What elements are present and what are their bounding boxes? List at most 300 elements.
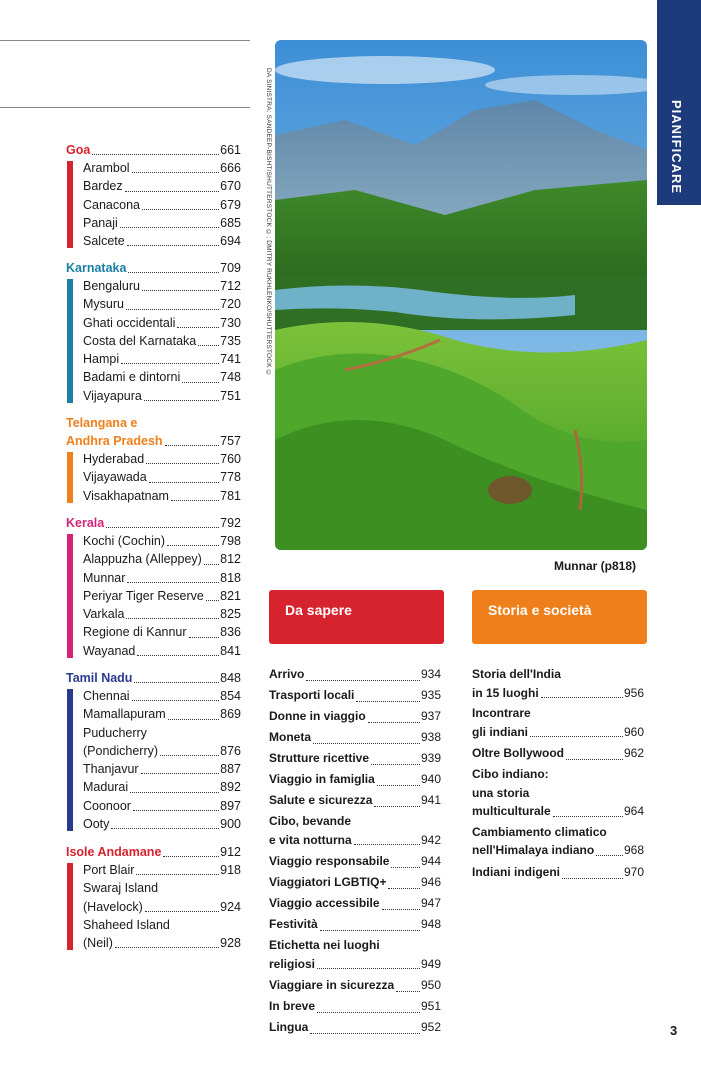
leader-dots [206, 600, 219, 601]
toc-region [66, 514, 241, 660]
entry-name: Salute e sicurezza [269, 793, 373, 807]
leader-dots [126, 309, 219, 310]
entry-line [83, 724, 241, 742]
toc-entry[interactable] [83, 214, 241, 232]
entry-line [83, 934, 241, 952]
entry-line [472, 802, 644, 821]
entry-name: Salcete [83, 234, 125, 249]
leader-dots [149, 482, 219, 483]
entry-page: 760 [220, 452, 241, 466]
entry-line [472, 765, 644, 784]
entry-name: Coonoor [83, 798, 131, 813]
toc-entry[interactable] [269, 851, 441, 872]
region-items [66, 861, 241, 952]
photo-credit: DA SINISTRA: SANDEEP-BISHT/SHUTTERSTOCK ©; DMITRY RUKHLENKO/SHUTTERSTOCK © [265, 68, 272, 377]
toc-entry[interactable] [83, 177, 241, 195]
entry-page: 935 [420, 688, 441, 702]
region-color-bar [67, 161, 73, 248]
entry-page: 694 [220, 234, 241, 249]
entry-page: 735 [220, 333, 241, 348]
toc-entry[interactable] [83, 295, 241, 313]
toc-entry[interactable] [269, 790, 441, 811]
toc-entry[interactable] [83, 569, 241, 587]
leader-dots [377, 785, 420, 786]
entry-page: 798 [220, 534, 241, 548]
entry-name: Viaggio accessibile [269, 896, 380, 910]
entry-name: Visakhapatnam [83, 488, 169, 503]
leader-dots [111, 828, 219, 829]
entry-page: 854 [220, 689, 241, 703]
entry-name: Chennai [83, 689, 130, 703]
entry-name: Vijayapura [83, 388, 142, 403]
section-tab[interactable] [657, 0, 701, 205]
leader-dots [168, 719, 219, 720]
entry-line [83, 898, 241, 916]
toc-entry[interactable] [472, 704, 644, 741]
region-color-bar [67, 863, 73, 950]
entry-page: 964 [623, 804, 644, 818]
leader-dots [128, 272, 219, 273]
entry-name: Oltre Bollywood [472, 746, 565, 760]
entry-page: 666 [220, 161, 241, 175]
entry-page: 778 [220, 470, 241, 485]
da-sapere-header: Da sapere [269, 590, 444, 644]
da-sapere-list [269, 664, 441, 1038]
entry-name: Kochi (Cochin) [83, 534, 165, 548]
entry-page: 751 [220, 388, 241, 403]
leader-dots [121, 363, 219, 364]
entry-name: una storia [472, 785, 530, 800]
storia-header: Storia e società [472, 590, 647, 644]
region-color-bar [67, 279, 73, 403]
region-items [66, 450, 241, 505]
toc-entry[interactable] [83, 705, 241, 723]
entry-page: 821 [220, 588, 241, 603]
toc-entry[interactable] [83, 623, 241, 641]
toc-entry[interactable] [269, 914, 441, 935]
entry-page: 947 [420, 896, 441, 910]
region-name: Goa [66, 143, 91, 157]
entry-page: 781 [220, 488, 241, 503]
entry-name: Canacona [83, 197, 140, 212]
toc-entry[interactable] [83, 861, 241, 879]
toc-entry[interactable] [83, 778, 241, 796]
entry-page: 962 [623, 746, 644, 760]
entry-name: Vijayawada [83, 470, 147, 485]
entry-page: 968 [623, 843, 644, 857]
entry-page: 900 [220, 817, 241, 832]
entry-name: Periyar Tiger Reserve [83, 588, 204, 603]
entry-name: Viaggiatori LGBTIQ+ [269, 875, 387, 889]
toc-entry[interactable] [83, 587, 241, 605]
toc-entry[interactable] [83, 687, 241, 705]
region-page: 757 [220, 434, 241, 448]
entry-line [83, 879, 241, 897]
entry-page: 730 [220, 315, 241, 330]
leader-dots [142, 209, 219, 210]
leader-dots [541, 697, 623, 698]
entry-line [269, 955, 441, 974]
entry-line [269, 812, 441, 831]
toc-entry[interactable] [83, 450, 241, 468]
entry-name: in 15 luoghi [472, 685, 539, 700]
toc-entry[interactable] [269, 936, 441, 973]
toc-entry[interactable] [83, 487, 241, 505]
toc-entry[interactable] [472, 665, 644, 702]
leader-dots [92, 154, 219, 155]
entry-name: Moneta [269, 730, 311, 744]
entry-name: Puducherry [83, 725, 147, 740]
entry-name: nell'Himalaya indiano [472, 843, 595, 857]
entry-name: Lingua [269, 1020, 309, 1034]
entry-page: 951 [420, 999, 441, 1013]
leader-dots [374, 806, 420, 807]
entry-name: Bengaluru [83, 279, 140, 293]
entry-page: 952 [420, 1020, 441, 1034]
entry-name: Alappuzha (Alleppey) [83, 552, 202, 567]
leader-dots [356, 701, 420, 702]
toc-entry[interactable] [83, 550, 241, 568]
leader-dots [177, 327, 219, 328]
leader-dots [313, 743, 420, 744]
entry-page: 970 [623, 864, 644, 879]
entry-name: Panaji [83, 215, 118, 230]
toc-entry[interactable] [83, 368, 241, 386]
entry-line [472, 704, 644, 723]
entry-page: 948 [420, 917, 441, 931]
entry-page: 949 [420, 956, 441, 971]
region-color-bar [67, 452, 73, 503]
toc-entry[interactable] [83, 642, 241, 660]
entry-page: 897 [220, 798, 241, 813]
leader-dots [160, 755, 219, 756]
region-title[interactable] [66, 259, 241, 277]
toc-entry[interactable] [472, 765, 644, 821]
leader-dots [396, 991, 420, 992]
region-name: Karnataka [66, 261, 127, 275]
toc-entry[interactable] [83, 332, 241, 350]
entry-name: Hampi [83, 352, 120, 367]
storia-list [472, 664, 644, 883]
region-page: 709 [220, 261, 241, 275]
entry-name: (Havelock) [83, 899, 143, 914]
toc-entry[interactable] [269, 748, 441, 769]
entry-page: 741 [220, 352, 241, 367]
leader-dots [125, 191, 220, 192]
entry-page: 825 [220, 607, 241, 622]
entry-name: Viaggio in famiglia [269, 772, 375, 786]
munnar-photo [275, 40, 647, 550]
toc-region [66, 843, 241, 952]
region-name: Isole Andamane [66, 845, 162, 859]
entry-name: Ghati occidentali [83, 315, 176, 330]
top-rule [0, 40, 250, 41]
toc-entry[interactable] [269, 812, 441, 849]
region-name: Tamil Nadu [66, 671, 133, 685]
entry-name: Varkala [83, 607, 125, 622]
toc-entry[interactable] [83, 815, 241, 833]
leader-dots [126, 618, 219, 619]
region-items [66, 532, 241, 660]
leader-dots [382, 909, 420, 910]
toc-entry[interactable] [83, 468, 241, 486]
toc-entry[interactable] [83, 232, 241, 250]
entry-page: 940 [420, 772, 441, 786]
leader-dots [120, 227, 219, 228]
entry-name: gli indiani [472, 724, 528, 739]
leader-dots [134, 682, 219, 683]
leader-dots [317, 968, 420, 969]
leader-dots [171, 500, 219, 501]
toc-entry[interactable] [83, 314, 241, 332]
entry-page: 836 [220, 625, 241, 640]
entry-page: 869 [220, 707, 241, 722]
leader-dots [553, 816, 623, 817]
toc-entry[interactable] [269, 1017, 441, 1038]
toc-entry[interactable] [83, 879, 241, 916]
toc-entry[interactable] [83, 797, 241, 815]
toc-entry[interactable] [472, 823, 644, 860]
entry-name: Strutture ricettive [269, 751, 370, 765]
toc-entry[interactable] [472, 743, 644, 764]
leader-dots [132, 700, 220, 701]
leader-dots [388, 888, 420, 889]
region-color-bar [67, 689, 73, 831]
region-title[interactable] [66, 669, 241, 687]
entry-page: 956 [623, 685, 644, 700]
entry-page: 685 [220, 215, 241, 230]
toc-entry[interactable] [269, 872, 441, 893]
leader-dots [146, 463, 219, 464]
toc-entry[interactable] [269, 685, 441, 706]
region-title[interactable] [66, 514, 241, 532]
entry-line [269, 831, 441, 850]
entry-name: Viaggio responsabile [269, 854, 390, 868]
entry-name: Hyderabad [83, 452, 145, 466]
entry-name: Ooty [83, 817, 110, 832]
leader-dots [354, 844, 420, 845]
leader-dots [189, 637, 220, 638]
entry-page: 679 [220, 197, 241, 212]
entry-page: 887 [220, 762, 241, 777]
toc-entry[interactable] [269, 664, 441, 685]
entry-name: Port Blair [83, 863, 135, 877]
entry-line [472, 823, 644, 842]
entry-page: 934 [420, 667, 441, 681]
toc-entry[interactable] [83, 159, 241, 177]
toc-region [66, 669, 241, 833]
toc-region [66, 414, 241, 505]
entry-page: 876 [220, 743, 241, 758]
region-items [66, 159, 241, 250]
entry-name: Arrivo [269, 667, 305, 681]
entry-name: In breve [269, 999, 316, 1013]
entry-name: Swaraj Island [83, 881, 159, 896]
entry-line [472, 841, 644, 860]
region-name: Andhra Pradesh [66, 434, 163, 448]
entry-page: 748 [220, 370, 241, 385]
region-name: Kerala [66, 516, 105, 530]
leader-dots [115, 947, 219, 948]
toc-entry[interactable] [83, 277, 241, 295]
toc-entry[interactable] [83, 196, 241, 214]
leader-dots [368, 722, 420, 723]
region-color-bar [67, 534, 73, 658]
leader-dots [317, 1012, 420, 1013]
leader-dots [136, 874, 219, 875]
entry-page: 928 [220, 936, 241, 951]
entry-page: 938 [420, 730, 441, 744]
leader-dots [167, 545, 219, 546]
leader-dots [132, 172, 220, 173]
entry-name: Mysuru [83, 297, 124, 312]
leader-dots [165, 445, 220, 446]
entry-name: Indiani indigeni [472, 864, 560, 879]
leader-dots [306, 680, 420, 681]
region-items [66, 277, 241, 405]
entry-name: Shaheed Island [83, 917, 170, 932]
leader-dots [182, 382, 219, 383]
entry-name: Bardez [83, 179, 123, 194]
entry-name: Storia dell'India [472, 667, 561, 681]
leader-dots [204, 564, 219, 565]
region-page: 661 [220, 143, 241, 157]
entry-name: Madurai [83, 780, 129, 795]
leader-dots [198, 345, 219, 346]
entry-name: Badami e dintorni [83, 370, 181, 385]
entry-name: Etichetta nei luoghi [269, 938, 380, 952]
leader-dots [133, 810, 219, 811]
leader-dots [142, 290, 219, 291]
toc-entry[interactable] [83, 760, 241, 778]
toc-entry[interactable] [83, 724, 241, 761]
leader-dots [127, 245, 219, 246]
region-title[interactable] [66, 843, 241, 861]
entry-line [472, 723, 644, 742]
leader-dots [144, 400, 219, 401]
photo-caption: Munnar (p818) [553, 559, 636, 573]
entry-name: religiosi [269, 956, 316, 971]
entry-name: (Neil) [83, 936, 113, 951]
toc-entry[interactable] [269, 893, 441, 914]
region-title[interactable] [66, 141, 241, 159]
toc-entry[interactable] [269, 996, 441, 1017]
region-title[interactable] [66, 414, 241, 432]
leader-dots [391, 867, 419, 868]
entry-page: 812 [220, 552, 241, 567]
entry-name: Cibo, bevande [269, 814, 352, 828]
entry-page: 918 [220, 863, 241, 877]
entry-name: Cambiamento climatico [472, 824, 607, 839]
leader-dots [137, 655, 219, 656]
region-name: Telangana e [66, 416, 138, 430]
toc-entry[interactable] [83, 605, 241, 623]
entry-page: 670 [220, 179, 241, 194]
leader-dots [127, 582, 219, 583]
entry-name: e vita notturna [269, 832, 352, 847]
entry-page: 942 [420, 832, 441, 847]
region-items [66, 687, 241, 833]
entry-name: Munnar [83, 570, 126, 585]
region-page: 912 [220, 845, 241, 859]
entry-page: 944 [420, 854, 441, 868]
entry-page: 937 [420, 709, 441, 723]
toc-region [66, 141, 241, 250]
entry-page: 818 [220, 570, 241, 585]
toc-entry[interactable] [472, 862, 644, 883]
leader-dots [163, 856, 219, 857]
entry-page: 939 [420, 751, 441, 765]
second-rule [0, 107, 250, 108]
entry-page: 946 [420, 875, 441, 889]
leader-dots [530, 736, 623, 737]
entry-name: Trasporti locali [269, 688, 355, 702]
toc-entry[interactable] [83, 387, 241, 405]
entry-line [472, 784, 644, 803]
leader-dots [562, 878, 623, 879]
page-number: 3 [670, 1023, 678, 1038]
leader-dots [566, 759, 623, 760]
leader-dots [320, 930, 420, 931]
toc-entry[interactable] [83, 916, 241, 953]
entry-name: (Pondicherry) [83, 743, 159, 758]
entry-page: 950 [420, 978, 441, 992]
region-title[interactable] [66, 432, 241, 450]
toc-entry[interactable] [269, 975, 441, 996]
entry-name: Mamallapuram [83, 707, 166, 722]
toc-entry[interactable] [269, 706, 441, 727]
entry-name: Donne in viaggio [269, 709, 366, 723]
section-tab-label: PIANIFICARE [669, 100, 684, 195]
entry-page: 841 [220, 643, 241, 658]
entry-line [83, 916, 241, 934]
leader-dots [130, 792, 219, 793]
entry-name: Wayanad [83, 643, 136, 658]
leader-dots [371, 764, 420, 765]
region-page: 792 [220, 516, 241, 530]
region-page: 848 [220, 671, 241, 685]
entry-line [83, 742, 241, 760]
entry-name: Regione di Kannur [83, 625, 187, 640]
entry-name: Costa del Karnataka [83, 333, 197, 348]
leader-dots [310, 1033, 420, 1034]
leader-dots [141, 773, 220, 774]
entry-page: 720 [220, 297, 241, 312]
entry-name: Viaggiare in sicurezza [269, 978, 395, 992]
leader-dots [106, 527, 219, 528]
entry-page: 892 [220, 780, 241, 795]
entry-name: Arambol [83, 161, 130, 175]
leader-dots [145, 911, 219, 912]
entry-line [269, 936, 441, 955]
toc-entry[interactable] [269, 769, 441, 790]
leader-dots [596, 855, 623, 856]
entry-name: multiculturale [472, 804, 551, 818]
entry-name: Thanjavur [83, 762, 139, 777]
entry-page: 924 [220, 899, 241, 914]
toc-entry[interactable] [83, 350, 241, 368]
toc-region [66, 259, 241, 405]
entry-line [472, 684, 644, 703]
entry-page: 712 [220, 279, 241, 293]
entry-name: Incontrare [472, 706, 531, 720]
entry-line [472, 665, 644, 684]
entry-name: Festività [269, 917, 318, 931]
toc-entry[interactable] [269, 727, 441, 748]
entry-page: 960 [623, 724, 644, 739]
entry-page: 941 [420, 793, 441, 807]
toc-entry[interactable] [83, 532, 241, 550]
